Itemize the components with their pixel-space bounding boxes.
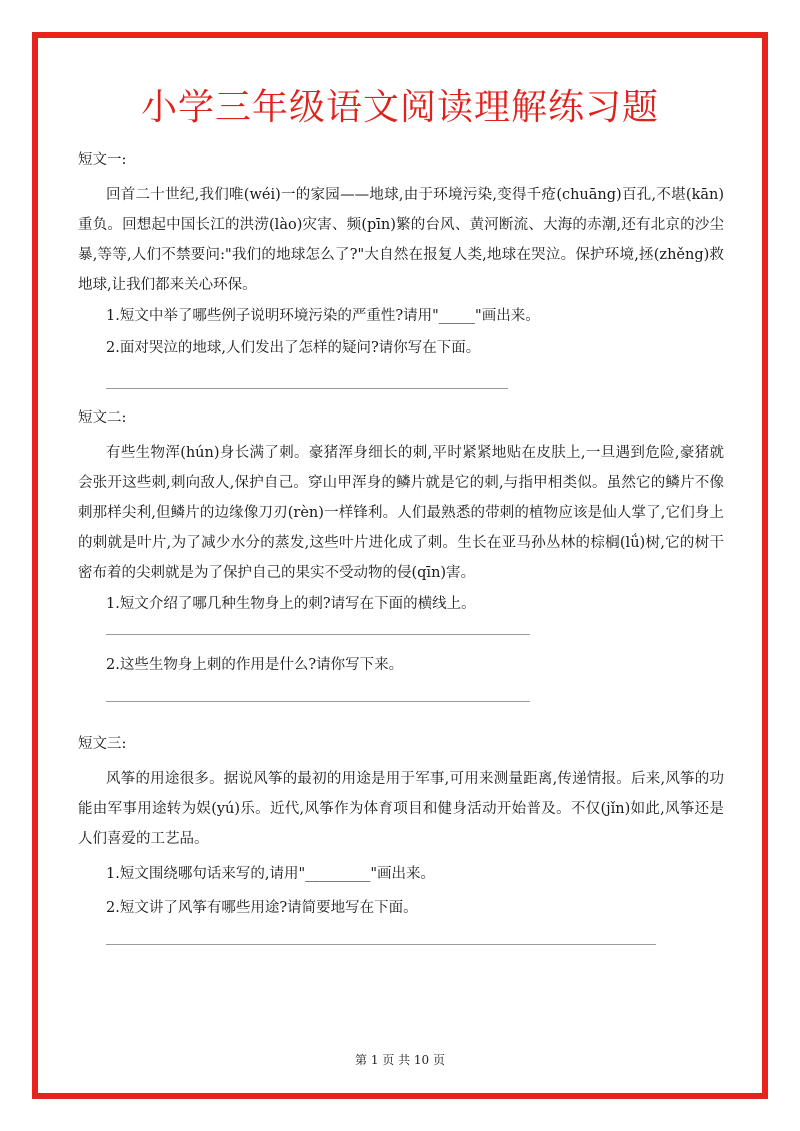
passage-2: [78, 406, 724, 702]
passage-3-question-2: 2.短文讲了风筝有哪些用途?请简要地写在下面。: [106, 900, 418, 916]
passage-2-question-1: 1.短文介绍了哪几种生物身上的刺?请写在下面的横线上。: [106, 596, 476, 612]
passage-2-heading: 短文二:: [78, 410, 127, 426]
passage-2-question-2: 2.这些生物身上刺的作用是什么?请你写下来。: [106, 657, 404, 673]
answer-line: [106, 388, 508, 389]
passage-1-text: 回首二十世纪,我们唯(wéi)一的家园——地球,由于环境污染,变得千疮(chuāng)百孔,不堪(kān)重负。回想起中国长江的洪涝(lào)灾害、频(pīn)繁的台风、黄河断流、大海的赤潮,还有北京的沙尘暴,等等,人们不禁要问:"我们的地球怎么了?"大自然在报复人类,地球在哭泣。保护环境,拯(zhěng)救地球,让我们都来关心环保。: [78, 187, 724, 293]
passage-1: [78, 148, 724, 389]
answer-line: [106, 944, 656, 945]
passage-1-question-2: 2.面对哭泣的地球,人们发出了怎样的疑问?请你写在下面。: [106, 340, 481, 356]
passage-1-heading: 短文一:: [78, 152, 127, 168]
passage-3: [78, 732, 724, 945]
passage-1-question-1: 1.短文中举了哪些例子说明环境污染的严重性?请用"_____"画出来。: [106, 308, 540, 324]
passage-3-text: 风筝的用途很多。据说风筝的最初的用途是用于军事,可用来测量距离,传递情报。后来,风筝的功能由军事用途转为娱(yú)乐。近代,风筝作为体育项目和健身活动开始普及。不仅(jǐn)如此,风筝还是人们喜爱的工艺品。: [78, 771, 724, 847]
passage-2-text: 有些生物浑(hún)身长满了刺。豪猪浑身细长的刺,平时紧紧地贴在皮肤上,一旦遇到危险,豪猪就会张开这些刺,刺向敌人,保护自己。穿山甲浑身的鳞片就是它的刺,与指甲相类似。虽然它的鳞片不像刺那样尖利,但鳞片的边缘像刀刃(rèn)一样锋利。人们最熟悉的带刺的植物应该是仙人掌了,它们身上的刺就是叶片,为了减少水分的蒸发,这些叶片进化成了刺。生长在亚马孙丛林的棕榈(lǘ)树,它的树干密布着的尖刺就是为了保护自己的果实不受动物的侵(qīn)害。: [78, 445, 724, 581]
passage-3-heading: 短文三:: [78, 736, 127, 752]
answer-line: [106, 634, 530, 635]
passage-3-question-1: 1.短文围绕哪句话来写的,请用"_________"画出来。: [106, 866, 436, 882]
page-footer: 第 1 页 共 10 页: [355, 1053, 445, 1067]
page-title: 小学三年级语文阅读理解练习题: [140, 87, 659, 128]
answer-line: [106, 701, 530, 702]
